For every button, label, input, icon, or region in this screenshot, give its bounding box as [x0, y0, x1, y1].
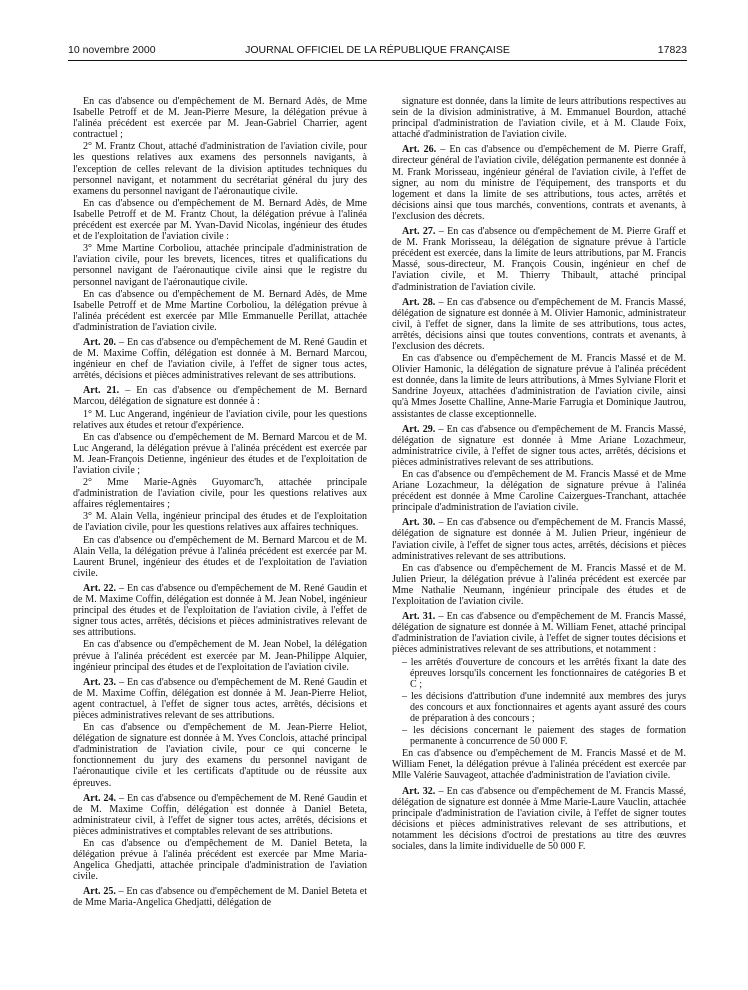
paragraph-text: 2° Mme Marie-Agnès Guyomarc'h, attachée principale d'administration de l'aviation civile, pour les questions relatives aux affaires réglementaires ;: [73, 477, 367, 511]
article-paragraph: Art. 22. – En cas d'absence ou d'empêchement de M. René Gaudin et de M. Maxime Coffin, délégation est donnée à M. Jean Nobel, ingénieur principal des études et de l'exploitation de l'aviation civile, à l'effet de signer tous actes, arrêtés, décisions et pièces administratives relevant de ses attributions.: [73, 582, 367, 639]
paragraph-text: En cas d'absence ou d'empêchement de M. René Gaudin et de M. Maxime Coffin, délégation est donnée à M. Bernard Marcou, ingénieur en chef de l'aviation civile, à l'effet de signer tous actes, arrêtés, décisions et pièces administratives relevant de ses attributions.: [73, 336, 367, 382]
paragraph: [73, 198, 367, 242]
article-paragraph: Art. 23. – En cas d'absence ou d'empêchement de M. René Gaudin et de M. Maxime Coffin, délégation est donnée à M. Jean-Pierre Heliot, agent contractuel, à l'effet de signer tous actes, arrêtés, décisions et pièces administratives relevant de ses attributions.: [73, 676, 367, 721]
article-number: Art. 22.: [83, 582, 117, 594]
paragraph: [392, 748, 686, 781]
paragraph-text: En cas d'absence ou d'empêchement de M. Jean Nobel, la délégation prévue à l'alinéa précédent est exercée par M. Jean-Philippe Alquier, ingénieur principal des études et de l'exploitation de l'aviation civile.: [73, 639, 367, 673]
left-column: [73, 96, 367, 976]
article-paragraph: Art. 24. – En cas d'absence ou d'empêchement de M. René Gaudin et de M. Maxime Coffin, délégation est donnée à Daniel Beteta, administrateur civil, à l'effet de signer tous actes, arrêtés, décisions et pièces administratives et comptables relevant de ses attributions.: [73, 792, 367, 837]
paragraph-text: En cas d'absence ou d'empêchement de M. René Gaudin et de M. Maxime Coffin, délégation est donnée à M. Jean Nobel, ingénieur principal des études et de l'exploitation de l'aviation civile, à l'effet de signer tous actes, arrêtés, décisions et pièces administratives relevant de ses attributions.: [73, 582, 367, 639]
article-number: Art. 25.: [83, 886, 116, 898]
paragraph-text: En cas d'absence ou d'empêchement de M. Francis Massé, délégation de signature est donnée à M. William Fenet, attaché principal d'administration de l'aviation civile, à l'effet de signer toutes décisions et pièces administratives relevant de ses attributions, et notamment :: [392, 611, 686, 656]
article-number: Art. 28.: [402, 296, 436, 308]
paragraph-text: En cas d'absence ou d'empêchement de M. Pierre Graff et de M. Frank Morisseau, la délégation de signature prévue à l'article précédent est exercée, dans la limite de leurs attributions, par M. Francis Massé, sous-directeur, M. François Cousin, ingénieur en chef de l'aviation civile, et M. Thierry Thibault, attaché principal d'administration de l'aviation civile.: [392, 226, 686, 293]
paragraph: [392, 469, 686, 513]
journal-title: JOURNAL OFFICIEL DE LA RÉPUBLIQUE FRANÇAISE: [245, 44, 510, 56]
paragraph: [73, 96, 367, 140]
paragraph: [73, 409, 367, 431]
page-number: 17823: [657, 44, 687, 56]
page-header: [68, 44, 687, 60]
paragraph-text: En cas d'absence ou d'empêchement de M. Bernard Adès, de Mme Isabelle Petroff et de Mme Martine Corboliou, la délégation prévue à l'alinéa précédent est exercée par Mlle Emmanuelle Perillat, attachée d'administration de l'aviation civile.: [73, 288, 367, 333]
article-paragraph: Art. 20. – En cas d'absence ou d'empêchement de M. René Gaudin et de M. Maxime Coffin, délégation est donnée à M. Bernard Marcou, ingénieur en chef de l'aviation civile, à l'effet de signer tous actes, arrêtés, décisions et pièces administratives relevant de ses attributions.: [73, 336, 367, 382]
paragraph-text: En cas d'absence ou d'empêchement de M. Francis Massé, délégation de signature est donnée à M. Julien Prieur, ingénieur de l'aviation civile, à l'effet de signer tous actes, arrêtés, décisions et pièces administratives relevant de ses attributions.: [392, 517, 686, 562]
paragraph: [392, 96, 686, 140]
paragraph-text: En cas d'absence ou d'empêchement de M. Bernard Adès, de Mme Isabelle Petroff et de M. Frantz Chout, la délégation prévue à l'alinéa précédent est exercée par M. Yvan-David Nicolas, ingénieur des études et de l'exploitation de l'aviation civile :: [73, 197, 367, 243]
paragraph-text: les décisions d'attribution d'une indemnité aux membres des jurys des concours et aux fonctionnaires et agents ayant assuré des cours de préparation à des concours ;: [410, 690, 686, 724]
paragraph-text: signature est donnée, dans la limite de leurs attributions respectives au sein de la division administrative, à M. Emmanuel Bourdon, attaché principal d'administration de l'aviation civile, et à M. Claude Foix, attaché d'administration de l'aviation civile.: [392, 96, 686, 141]
paragraph-text: En cas d'absence ou d'empêchement de M. Bernard Marcou et de M. Alain Vella, la délégation prévue à l'alinéa précédent est exercée par M. Laurent Brunel, ingénieur des études et de l'exploitation de l'aviation civile.: [73, 534, 367, 579]
paragraph: [73, 432, 367, 476]
article-paragraph: Art. 28. – En cas d'absence ou d'empêchement de M. Francis Massé, délégation de signature est donnée à M. Olivier Hamonic, administrateur civil, à l'effet de signer, dans la limite de ses attributions, tous actes, arrêtés, décisions ainsi que toutes conventions, contrats et avenants, à l'exclusion des décrets.: [392, 296, 686, 352]
paragraph: [73, 722, 367, 789]
paragraph-text: 2° M. Frantz Chout, attaché d'administration de l'aviation civile, pour les questions relatives aux examens des personnels navigants, à l'exception de celles relevant de la division aptitudes techniques du personnel navigant, et notamment du secrétariat général du jury des examens du personnel navigant de l'aéronautique civile.: [73, 141, 367, 197]
article-paragraph: Art. 31. – En cas d'absence ou d'empêchement de M. Francis Massé, délégation de signature est donnée à M. William Fenet, attaché principal d'administration de l'aviation civile, à l'effet de signer toutes décisions et pièces administratives relevant de ses attributions, et notamment :: [392, 611, 686, 656]
article-number: Art. 30.: [402, 517, 436, 529]
article-paragraph: Art. 29. – En cas d'absence ou d'empêchement de M. Francis Massé, délégation de signature est donnée à Mme Ariane Lozachmeur, administratrice civile, à l'effet de signer tous actes, arrêtés, décisions et pièces administratives relevant de ses attributions.: [392, 423, 686, 468]
article-number: Art. 26.: [402, 144, 437, 156]
paragraph-text: En cas d'absence ou d'empêchement de M. Daniel Beteta et de Mme Maria-Angelica Ghedjatti, délégation de: [73, 886, 367, 909]
paragraph-text: En cas d'absence ou d'empêchement de M. Francis Massé et de Mme Ariane Lozachmeur, la délégation de signature prévue à l'alinéa précédent est donnée à Mme Caroline Caizergues-Tranchant, attachée principale d'administration de l'aviation civile.: [392, 469, 686, 514]
paragraph-text: En cas d'absence ou d'empêchement de M. Francis Massé, délégation de signature est donnée à Mme Ariane Lozachmeur, administratrice civile, à l'effet de signer tous actes, arrêtés, décisions et pièces administratives relevant de ses attributions.: [392, 423, 686, 468]
paragraph-text: En cas d'absence ou d'empêchement de M. René Gaudin et de M. Maxime Coffin, délégation est donnée à M. Jean-Pierre Heliot, agent contractuel, à l'effet de signer tous actes, arrêtés, décisions et pièces administratives relevant de ses attributions.: [73, 676, 367, 721]
paragraph-text: En cas d'absence ou d'empêchement de M. Jean-Pierre Heliot, délégation de signature est donnée à M. Yves Conclois, attaché principal d'administration de l'aviation civile, pour ce qui concerne le fonctionnement du jury des examens du personnel navigant de l'aéronautique civile et les certificats d'aptitude ou de réussite aux épreuves.: [73, 722, 367, 789]
paragraph: [73, 511, 367, 533]
list-item: [392, 691, 686, 724]
paragraph-text: En cas d'absence ou d'empêchement de M. Francis Massé et de M. Julien Prieur, la délégation prévue à l'alinéa précédent est exercée par Mme Nathalie Neumann, ingénieur principale des études et de l'exploitation de l'aviation civile.: [392, 562, 686, 608]
article-number: Art. 32.: [402, 785, 436, 797]
paragraph-text: En cas d'absence ou d'empêchement de M. Francis Massé, délégation de signature est donnée à M. Olivier Hamonic, administrateur civil, à l'effet de signer, dans la limite de ses attributions, tous actes, arrêtés, décisions ainsi que toutes conventions, contrats et avenants, à l'exclusion des décrets.: [392, 296, 686, 352]
article-number: Art. 21.: [83, 385, 120, 397]
list-item: [392, 657, 686, 690]
paragraph-text: En cas d'absence ou d'empêchement de M. Pierre Graff, directeur général de l'aviation civile, délégation permanente est donnée à M. Frank Morisseau, ingénieur général de l'aviation civile, à l'effet de signer, au nom du ministre de l'équipement, des transports et du logement et dans la limite de ses attributions, tous actes, arrêtés et décisions ainsi que tous marchés, conventions, contrats et avenants, à l'exclusion des décrets.: [392, 144, 686, 222]
paragraph: [392, 563, 686, 607]
paragraph: [73, 289, 367, 333]
paragraph: [73, 535, 367, 579]
article-paragraph: Art. 27. – En cas d'absence ou d'empêchement de M. Pierre Graff et de M. Frank Morisseau, la délégation de signature prévue à l'article précédent est exercée, dans la limite de leurs attributions, par M. Francis Massé, sous-directeur, M. François Cousin, ingénieur en chef de l'aviation civile, et M. Thierry Thibault, attaché principal d'administration de l'aviation civile.: [392, 226, 686, 293]
article-number: Art. 31.: [402, 611, 436, 623]
paragraph-text: 3° Mme Martine Corboliou, attachée principale d'administration de l'aviation civile, pour les brevets, licences, titres et qualifications du personnel navigant de l'aéronautique civile ainsi que le registre du personnel navigant de l'aéronautique civile.: [73, 243, 367, 288]
paragraph-text: En cas d'absence ou d'empêchement de M. Francis Massé, délégation de signature est donnée à Mme Marie-Laure Vauclin, attachée principale d'administration de l'aviation civile, à l'effet de signer toutes décisions et pièces administratives relevant de ses attributions, et notamment les décisions d'octroi de prestations au titre des œuvres sociales, dans la limite individuelle de 50 000 F.: [392, 785, 686, 852]
paragraph: [73, 838, 367, 882]
paragraph-text: les arrêtés d'ouverture de concours et les arrêtés fixant la date des épreuves lorsqu'ils concernent les fonctionnaires de catégories B et C ;: [410, 656, 686, 690]
article-paragraph: Art. 32. – En cas d'absence ou d'empêchement de M. Francis Massé, délégation de signature est donnée à Mme Marie-Laure Vauclin, attachée principale d'administration de l'aviation civile, à l'effet de signer toutes décisions et pièces administratives relevant de ses attributions, et notamment les décisions d'octroi de prestations au titre des œuvres sociales, dans la limite individuelle de 50 000 F.: [392, 785, 686, 852]
header-date: 10 novembre 2000: [68, 44, 156, 56]
paragraph-text: En cas d'absence ou d'empêchement de M. Bernard Marcou, délégation de signature est donnée à :: [73, 385, 367, 408]
right-column: [392, 96, 686, 976]
paragraph-text: En cas d'absence ou d'empêchement de M. Bernard Marcou et de M. Luc Angerand, la délégation prévue à l'alinéa précédent est exercée par M. Jean-François Detienne, ingénieur des études et de l'exploitation de l'aviation civile ;: [73, 431, 367, 476]
article-number: Art. 23.: [83, 676, 117, 688]
list-item: [392, 725, 686, 747]
paragraph: [73, 141, 367, 196]
paragraph: [73, 639, 367, 672]
paragraph-text: 1° M. Luc Angerand, ingénieur de l'aviation civile, pour les questions relatives aux études et retour d'expérience.: [73, 408, 367, 431]
header-rule: [68, 60, 687, 61]
article-paragraph: Art. 30. – En cas d'absence ou d'empêchement de M. Francis Massé, délégation de signature est donnée à M. Julien Prieur, ingénieur de l'aviation civile, à l'effet de signer tous actes, arrêtés, décisions et pièces administratives relevant de ses attributions.: [392, 517, 686, 562]
paragraph-text: En cas d'absence ou d'empêchement de M. Daniel Beteta, la délégation prévue à l'alinéa précédent est exercée par Mme Maria-Angelica Ghedjatti, attachée principale d'administration de l'aviation civile.: [73, 838, 367, 883]
paragraph: [73, 477, 367, 510]
article-number: Art. 27.: [402, 226, 436, 238]
paragraph-text: En cas d'absence ou d'empêchement de M. Francis Massé et de M. William Fenet, la délégation prévue à l'alinéa précédent est exercée par Mlle Valérie Sauvageot, attachée d'administration de l'aviation civile.: [392, 748, 686, 782]
paragraph-text: En cas d'absence ou d'empêchement de M. René Gaudin et de M. Maxime Coffin, délégation est donnée à Daniel Beteta, administrateur civil, à l'effet de signer tous actes, arrêtés, décisions et pièces administratives et comptables relevant de ses attributions.: [73, 792, 367, 837]
article-number: Art. 29.: [402, 423, 436, 435]
paragraph: [73, 243, 367, 287]
paragraph-text: En cas d'absence ou d'empêchement de M. Bernard Adès, de Mme Isabelle Petroff et de M. Jean-Pierre Mesure, la délégation prévue à l'alinéa précédent est exercée par M. Jean-Gabriel Charrier, agent contractuel ;: [73, 96, 367, 141]
paragraph-text: 3° M. Alain Vella, ingénieur principal des études et de l'exploitation de l'aviation civile, pour les questions relatives aux affaires techniques.: [73, 511, 367, 534]
article-paragraph: Art. 26. – En cas d'absence ou d'empêchement de M. Pierre Graff, directeur général de l'aviation civile, délégation permanente est donnée à M. Frank Morisseau, ingénieur général de l'aviation civile, à l'effet de signer, au nom du ministre de l'équipement, des transports et du logement et dans la limite de ses attributions, tous actes, arrêtés et décisions ainsi que tous marchés, conventions, contrats et avenants, à l'exclusion des décrets.: [392, 144, 686, 222]
paragraph-text: les décisions concernant le paiement des stages de formation permanente à concurrence de 50 000 F.: [410, 725, 686, 748]
article-paragraph: Art. 25. – En cas d'absence ou d'empêchement de M. Daniel Beteta et de Mme Maria-Angelica Ghedjatti, délégation de: [73, 886, 367, 909]
article-paragraph: Art. 21. – En cas d'absence ou d'empêchement de M. Bernard Marcou, délégation de signature est donnée à :: [73, 385, 367, 408]
article-number: Art. 24.: [83, 792, 117, 804]
article-number: Art. 20.: [83, 336, 117, 348]
paragraph-text: En cas d'absence ou d'empêchement de M. Francis Massé et de M. Olivier Hamonic, la délégation de signature prévue à l'alinéa précédent est donnée, dans la limite de leurs attributions, à Mmes Sylviane Florit et Sandrine Joyeux, attachées d'administration de l'aviation civile, ainsi qu'à Mmes Josette Challine, Anne-Marie Farrugia et Dominique Jautrou, assistantes de classe exceptionnelle.: [392, 353, 686, 420]
paragraph: [392, 353, 686, 420]
